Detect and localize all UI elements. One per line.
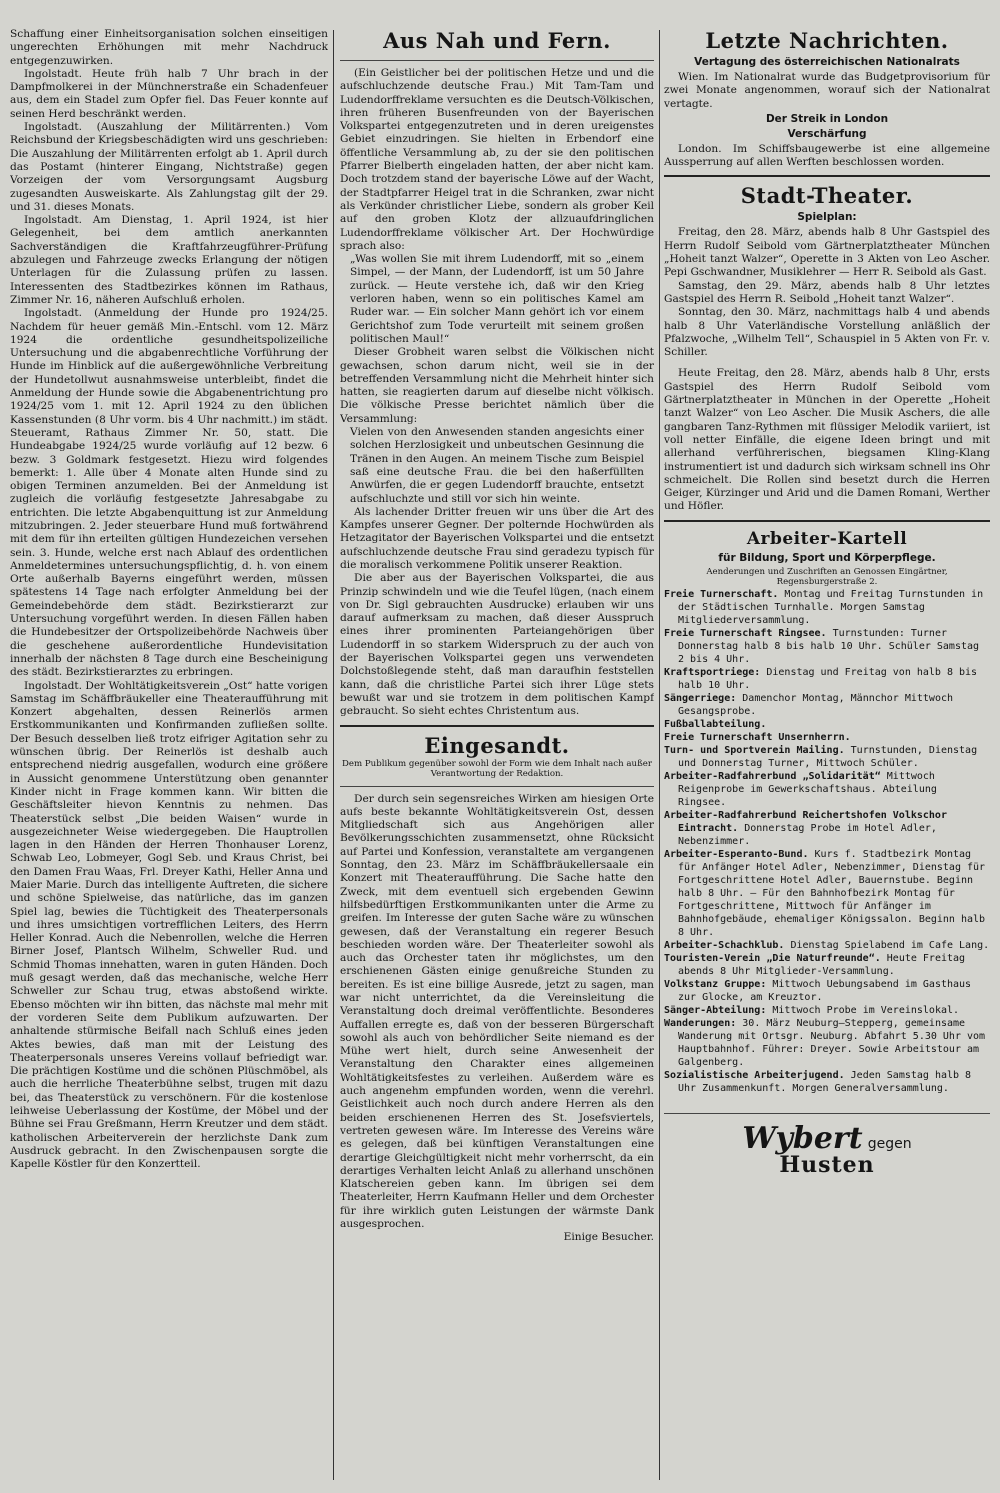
column-aus-nah-und-fern — [340, 28, 654, 1483]
spielplan-item: Freitag, den 28. März, abends halb 8 Uhr Gastspiel des Herrn Rudolf Seibold vom Gärtnerplatztheater München „Hoheit tanzt Walzer“, Operette in 3 Akten von Leo Ascher. Pepi Gschwandner, Musiklehrer — Herr R. Seibold als Gast. — [664, 226, 990, 279]
club-entry — [664, 1004, 990, 1017]
club-text: Turnstunden: Turner Donnerstag halb 8 bis halb 10 Uhr. Schüler Samstag 2 bis 4 Uhr. — [678, 627, 980, 665]
club-entry — [664, 744, 990, 770]
club-text: Mittwoch Reigenprobe im Gewerkschaftshaus. Abteilung Ringsee. — [678, 770, 937, 808]
article-paragraph: Schaffung einer Einheitsorganisation solchen einseitigen ungerechten Erhöhungen mit mehr Nachdruck entgegenzuwirken. — [10, 28, 328, 67]
club-entry — [664, 588, 990, 627]
club-entry — [664, 952, 990, 978]
club-list — [664, 588, 990, 1095]
section-heading: Letzte Nachrichten. — [705, 28, 949, 53]
kartell-heading: Arbeiter-Kartell — [746, 528, 908, 549]
club-name: Sänger-Abteilung: — [664, 1004, 767, 1016]
article-paragraph: Als lachender Dritter freuen wir uns über die Art des Kampfes unserer Gegner. Der polternde Hochwürden als Hetzagitator der Bayerischen Volkspartei und die entsetzt aufschluchzende deutsche Frau sind geradezu typisch für die moralisch verkommene Politik unserer Reaktion. — [340, 505, 654, 571]
club-name: Kraftsportriege: — [664, 666, 761, 678]
club-entry — [664, 770, 990, 809]
club-text: Heute Freitag abends 8 Uhr Mitglieder-Versammlung. — [678, 952, 966, 977]
club-text: Dienstag Spielabend im Cafe Lang. — [790, 939, 990, 951]
news-headline: Der Streik in London — [765, 112, 889, 125]
ad-brand-logo: Wybert — [742, 1120, 863, 1156]
divider — [340, 725, 654, 727]
spielplan-label: Spielplan: — [797, 211, 857, 224]
column-latest-news — [664, 28, 990, 1483]
article-paragraph: Ingolstadt. (Anmeldung der Hunde pro 1924/25. Nachdem für heuer gemäß Min.-Entschl. vom 12. März 1924 die ordentliche gesundheitspolizeiliche Untersuchung und die abgabenrechtliche Vorführung der Hunde im Hinblick auf die außergewöhnliche Verbreitung der Hundetollwut ausnahmsweise unterbleibt, findet die Anmeldung der Hunde sowie die Abgabenentrichtung pro 1924/25 vom 1. mit 12. April 1924 zu den üblichen Kassenstunden (8 Uhr vorm. bis 4 Uhr nachmitt.) im städt. Steueramt, Rathaus Zimmer Nr. 50, statt. Die Hundeabgabe 1924/25 wurde vorläufig auf 12 bezw. 6 bezw. 3 Goldmark festgesetzt. Hiezu wird folgendes bemerkt: 1. Alle über 4 Monate alten Hunde sind zu obigen Terminen anzumelden. Bei der Anmeldung ist zugleich die vorläufig festgesetzte Jahresabgabe zu entrichten. Die letzte Abgabenquittung ist zur Anmeldung mitzubringen. 2. Jeder steuerbare Hund muß fortwährend mit dem für ihn erteilten gültigen Hundezeichen versehen sein. 3. Hunde, welche erst nach Ablauf des ordentlichen Anmeldetermines untersuchungspflichtig, d. h. von einem Orte außerhalb Bayerns eingeführt werden, müssen spätestens 14 Tage nach erfolgter Anmeldung bei der Gemeindebehörde dem städt. Bezirkstierarzt zur Untersuchung vorgeführt werden. In diesen Fällen haben die Hundebesitzer der Ortspolizeibehörde Nachweis über die geschehene außerordentliche Hundevisitation innerhalb der nächsten 8 Tage durch eine Bescheinigung des städt. Bezirkstierarztes zu erbringen. — [10, 307, 328, 679]
spielplan-item: Samstag, den 29. März, abends halb 8 Uhr letztes Gastspiel des Herrn R. Seibold „Hoheit tanzt Walzer“. — [664, 279, 990, 305]
club-entry — [664, 978, 990, 1004]
article-paragraph: Dieser Grobheit waren selbst die Völkischen nicht gewachsen, schon darum nicht, weil sie in der betreffenden Versammlung nicht die Mehrheit hinter sich hatten, sie reagierten darum auf dieselbe nicht völkisch. Die völkische Presse berichtet nämlich über die Versammlung: — [340, 346, 654, 425]
club-name: Wanderungen: — [664, 1017, 737, 1029]
kartell-note: Aenderungen und Zuschriften an Genossen Eingärtner, Regensburgerstraße 2. — [706, 566, 948, 588]
club-name: Freie Turnerschaft Ringsee. — [664, 627, 827, 639]
article-paragraph: Ingolstadt. Heute früh halb 7 Uhr brach in der Dampfmolkerei in der Münchnerstraße ein Schadenfeuer aus, dem ein Stadel zum Opfer fiel. Das Feuer konnte auf seinen Herd beschränkt werden. — [10, 67, 328, 120]
article-paragraph: Die aber aus der Bayerischen Volkspartei, die aus Prinzip schwindeln und wie die Teufel lügen, (nach einem von Dr. Sigl gebrauchten Ausdrucke) erlauben wir uns darauf aufmerksam zu machen, daß dieser Ausspruch eines ihrer prominenten Parteiangehörigen über Ludendorff in so starkem Widerspruch zu der auch von der Bayerischen Volkspartei gegen uns verwendeten Dolchstoßlegende steht, daß man daraufhin feststellen kann, daß die christliche Partei sich ihrer Lüge stets bewußt war und sie trotzem in dem politischen Kampf gebraucht. So sieht echtes Christentum aus. — [340, 572, 654, 718]
section-heading-eingesandt: Eingesandt. — [424, 732, 570, 758]
club-text: Turnstunden, Dienstag und Donnerstag Turner, Mittwoch Schüler. — [678, 744, 978, 769]
club-name: Arbeiter-Radfahrerbund Reichertshofen Volkschor Eintracht. — [664, 809, 947, 834]
editorial-disclaimer: Dem Publikum gegenüber sowohl der Form wie dem Inhalt nach außer Verantwortung der Redaktion. — [342, 758, 652, 780]
club-text: Kurs f. Stadtbezirk Montag für Anfänger Hotel Adler, Nebenzimmer, Dienstag für Fortgeschrittene Hotel Adler, Bauernstube. Beginn halb 8 Uhr. — Für den Bahnhofbezirk Montag für Fortgeschrittene, Mittwoch für Anfänger im Bahnhofgebäude, ehemaliger Königssalon. Beginn halb 8 Uhr. — [678, 848, 986, 938]
club-name: Volkstanz Gruppe: — [664, 978, 767, 990]
advertisement — [664, 1113, 990, 1176]
club-text: Dienstag und Freitag von halb 8 bis halb 10 Uhr. — [678, 666, 978, 691]
news-subheadline: Verschärfung — [787, 127, 867, 140]
club-name: Sozialistische Arbeiterjugend. — [664, 1069, 845, 1081]
club-name: Fußballabteilung. — [664, 718, 767, 730]
article-paragraph: Ingolstadt. (Auszahlung der Militärrenten.) Vom Reichsbund der Kriegsbeschädigten wird uns geschrieben: Die Auszahlung der Militärrenten erfolgt ab 1. April durch das Postamt (hinterer Eingang, Nichtstraße) gegen Vorzeigen der vom Versorgungsamt Augsburg zugesandten Ausweiskarte. Als Zahlungstag gilt der 29. und 31. dieses Monats. — [10, 121, 328, 213]
quote-block: „Was wollen Sie mit ihrem Ludendorff, mit so „einem Simpel, — der Mann, der Ludendorff, ist um 50 Jahre zurück. — Heute verstehe ich, daß wir den Krieg verloren haben, wenn so ein politisches Kamel am Ruder war. — Ein solcher Mann gehört ich vor einem Gerichtshof zum Tode verurteilt mit seinem großen politischen Maul!“ — [350, 253, 644, 345]
club-name: Arbeiter-Schachklub. — [664, 939, 785, 951]
section-heading: Aus Nah und Fern. — [383, 28, 611, 53]
club-text: Mittwoch Uebungsabend im Gasthaus zur Glocke, am Kreuztor. — [678, 978, 972, 1003]
club-name: Turn- und Sportverein Mailing. — [664, 744, 845, 756]
news-text: London. Im Schiffsbaugewerbe ist eine allgemeine Aussperrung auf allen Werften beschlossen worden. — [664, 142, 990, 169]
club-text: Jeden Samstag halb 8 Uhr Zusammenkunft. Morgen Generalversammlung. — [678, 1069, 972, 1094]
column-local-news — [10, 28, 328, 1483]
club-entry — [664, 627, 990, 666]
article-paragraph: Ingolstadt. Der Wohltätigkeitsverein „Ost“ hatte vorigen Samstag im Schäffbräukeller eine Theateraufführung mit Konzert abgehalten, dessen Reinerlös armen Erstkommunikanten und Konfirmanden zufließen sollte. Der Besuch desselben ließ trotz eifriger Agitation sehr zu wünschen übrig. Der Reinerlös ist deshalb auch entsprechend niedrig ausgefallen, wodurch eine größere in Aussicht genommene Unterstützung oben genannter Kinder nicht in Frage kommen kann. Wir bitten die Geschäftsleiter hievon Kenntnis zu nehmen. Das Theaterstück selbst „Die beiden Waisen“ wurde in ausgezeichneter Weise wiedergegeben. Die Hauptrollen lagen in den Händen der Herren Thonhauser Lorenz, Schwab Leo, Lobmeyer, Gogl Seb. und Kraus Christ, bei den Damen Frau Waas, Frl. Dreyer Kathi, Heller Anna und Maier Marie. Durch das intelligente Auftreten, die sichere und schöne Spielweise, das natürliche, das im ganzen Spiel lag, bewies die Tüchtigkeit des Theaterpersonals und ihres umsichtigen vortrefflichen Leiters, des Herrn Heller Konrad. Auch die Nebenrollen, welche die Herren Birner Josef, Plantsch Wilhelm, Schweller Rud. und Schmid Thomas innehatten, waren in guten Händen. Doch muß gesagt werden, daß das mechanische, welche Herr Schweller zur Schau trug, etwas abstoßend wirkte. Ebenso möchten wir ihn bitten, das nächste mal mehr mit der vorderen Seite dem Publikum aufzuwarten. Der anhaltende stürmische Beifall nach Schluß eines jeden Aktes bewies, daß man mit der Leistung des Theaterpersonals unseres Vereins vollauf befriedigt war. Die prächtigen Kostüme und die schönen Plüschmöbel, als auch die herrliche Theaterbühne selbst, trugen mit dazu bei, das Theaterstück zu verschönern. Für die kostenlose leihweise Ueberlassung der Kostüme, der Möbel und der Bühne sei Frau Greßmann, Herrn Kreutzer und dem städt. katholischen Arbeiterverein der herzlichste Dank zum Ausdruck gebracht. In den Zwischenpausen sorgte die Kapelle Köstler für den Konzertteil. — [10, 679, 328, 1171]
signature: Einige Besucher. — [563, 1231, 654, 1244]
divider — [664, 520, 990, 522]
club-entry — [664, 731, 990, 744]
article-paragraph: Ingolstadt. Am Dienstag, 1. April 1924, ist hier Gelegenheit, bei dem amtlich anerkannten Sachverständigen die Kraftfahrzeugführer-Prüfung abzulegen und Fahrzeuge zwecks Erlangung der nötigen Unterlagen für die Zulassung prüfen zu lassen. Interessenten des Stadtbezirkes können im Rathaus, Zimmer Nr. 16, näheren Aufschluß erholen. — [10, 214, 328, 306]
theater-review: Heute Freitag, den 28. März, abends halb 8 Uhr, ersts Gastspiel des Herrn Rudolf Seibold vom Gärtnerplatztheater in München in der Operette „Hoheit tanzt Walzer“ von Leo Ascher. Die Musik Aschers, die alle gangbaren Tanz-Rythmen mit flüssiger Melodik variiert, ist voll netter Einfälle, die eigene Ideen bringt und mit allerhand verführerischen, biegsamen Kling-Klang instrumentiert ist und dadurch sich wirksam schnell ins Ohr schmeichelt. Die Rollen sind besetzt durch die Herren Geiger, Kürzinger und Arid und die Damen Romani, Werther und Höfler. — [664, 367, 990, 513]
theater-heading: Stadt-Theater. — [740, 183, 914, 209]
spielplan-item: Sonntag, den 30. März, nachmittags halb 4 und abends halb 8 Uhr Vaterländische Vorstellung anläßlich der Pfalzwoche, „Wilhelm Tell“, Schauspiel in 5 Akten von Fr. v. Schiller. — [664, 306, 990, 359]
club-name: Touristen-Verein „Die Naturfreunde“. — [664, 952, 881, 964]
divider — [664, 175, 990, 177]
club-entry — [664, 692, 990, 718]
article-paragraph: Der durch sein segensreiches Wirken am hiesigen Orte aufs beste bekannte Wohltätigkeitsverein Ost, dessen Mitgliedschaft sich aus Angehörigen aller Bevölkerungsschichten zusammensetzt, ohne Rücksicht auf Partei und Konfession, veranstaltete am vergangenen Sonntag, den 23. März im Schäffbräukellersaale ein Konzert mit Theateraufführung. Die Sache hatte den Zweck, mit dem eventuell sich ergebenden Gewinn hilfsbedürftigen Erstkommunikanten unter die Arme zu greifen. Im Interesse der guten Sache wäre zu wünschen gewesen, daß der Veranstaltung ein regerer Besuch beschieden worden wäre. Der Theaterleiter sowohl als auch das Orchester taten ihr möglichstes, um den erschienenen Gästen einige genußreiche Stunden zu bereiten. Es ist eine billige Ausrede, jetzt zu sagen, man war nicht unterrichtet, da die Vereinsleitung die Veranstaltung doch dreimal veröffentlichte. Besonderes Auffallen erregte es, daß von der besseren Bürgerschaft sowohl als auch von behördlicher Seite niemand es der Mühe wert hielt, durch seine Anwesenheit der Veranstaltung den Charakter eines allgemeinen Wohltätigkeitsfestes zu verleihen. Außerdem wäre es auch angenehm empfunden worden, wenn die verehrl. Geistlichkeit auch noch durch andere Herren als den beiden erschienenen Herren des St. Josefsviertels, vertreten gewesen wäre. Im Interesse des Vereins wäre es gelegen, daß bei künftigen Veranstaltungen eine derartige Gleichgültigkeit nicht mehr vorherrscht, da ein derartiges Verhalten leicht Anlaß zu allerhand unschönen Klatschereien geben kann. Im übrigen sei dem Theaterleiter, Herrn Kaufmann Heller und dem Orchester für ihre wirklich guten Leistungen der wärmste Dank ausgesprochen. — [340, 792, 654, 1231]
article-intro: (Ein Geistlicher bei der politischen Hetze und und die aufschluchzende deutsche Frau.) Mit Tam-Tam und Ludendorffreklame versuchten es die Deutsch-Völkischen, ihren früheren Busenfreunden von der Bayerischen Volkspartei entgegenzutreten und in deren ureigenstes Gebiet einzudringen. Sie hielten in Erbendorf eine öffentliche Versammlung ab, zu der sie den politischen Pfarrer Bielberth eingeladen hatten, der aber nicht kam. Doch trotzdem stand der bayerische Löwe auf der Wacht, der Stadtpfarrer Heigel trat in die Schranken, zwar nicht als Verkünder christlicher Liebe, sondern als grober Keil auf den groben Klotz der allzuaufdringlichen Ludendorffreklame völkischer Art. Der Hochwürdige sprach also: — [340, 67, 654, 252]
club-entry — [664, 666, 990, 692]
column-rule-1 — [333, 30, 334, 1480]
club-entry — [664, 939, 990, 952]
club-name: Sängerriege: — [664, 692, 737, 704]
club-entry — [664, 1017, 990, 1069]
quote-block: Vielen von den Anwesenden standen angesichts einer solchen Herzlosigkeit und unbeutschen Gesinnung die Tränen in den Augen. An meinem Tische zum Beispiel saß eine deutsche Frau. die bei den haßerfüllten Anwürfen, die er gegen Ludendorff brauchte, entsetzt aufschluchzte und still vor sich hin weinte. — [350, 426, 644, 505]
club-name: Arbeiter-Esperanto-Bund. — [664, 848, 809, 860]
club-name: Freie Turnerschaft Unsernherrn. — [664, 731, 851, 743]
club-text: Montag und Freitag Turnstunden in der Städtischen Turnhalle. Morgen Samstag Mitgliederversammlung. — [678, 588, 984, 626]
club-text: Mittwoch Probe im Vereinslokal. — [772, 1004, 960, 1016]
column-rule-2 — [659, 30, 660, 1480]
club-entry — [664, 718, 990, 731]
ad-small-text: gegen — [867, 1135, 912, 1152]
divider — [340, 786, 654, 787]
club-name: Arbeiter-Radfahrerbund „Solidarität“ — [664, 770, 881, 782]
club-text: 30. März Neuburg—Stepperg, gemeinsame Wanderung mit Ortsgr. Neuburg. Abfahrt 5.30 Uhr vom Hauptbahnhof. Führer: Dreyer. Sowie Arbeitstour am Galgenberg. — [678, 1017, 986, 1068]
news-headline: Vertagung des österreichischen Nationalrats — [694, 56, 960, 68]
club-entry — [664, 1069, 990, 1095]
ad-product-text: Husten — [779, 1151, 875, 1178]
divider — [340, 60, 654, 61]
club-text: Donnerstag Probe im Hotel Adler, Nebenzimmer. — [678, 822, 937, 847]
kartell-subheading: für Bildung, Sport und Körperpflege. — [718, 551, 936, 564]
club-entry — [664, 809, 990, 848]
news-text: Wien. Im Nationalrat wurde das Budgetprovisorium für zwei Monate angenommen, worauf sich der Nationalrat vertagte. — [664, 71, 990, 110]
club-name: Freie Turnerschaft. — [664, 588, 779, 600]
club-entry — [664, 848, 990, 939]
club-text: Damenchor Montag, Männchor Mittwoch Gesangsprobe. — [678, 692, 953, 717]
